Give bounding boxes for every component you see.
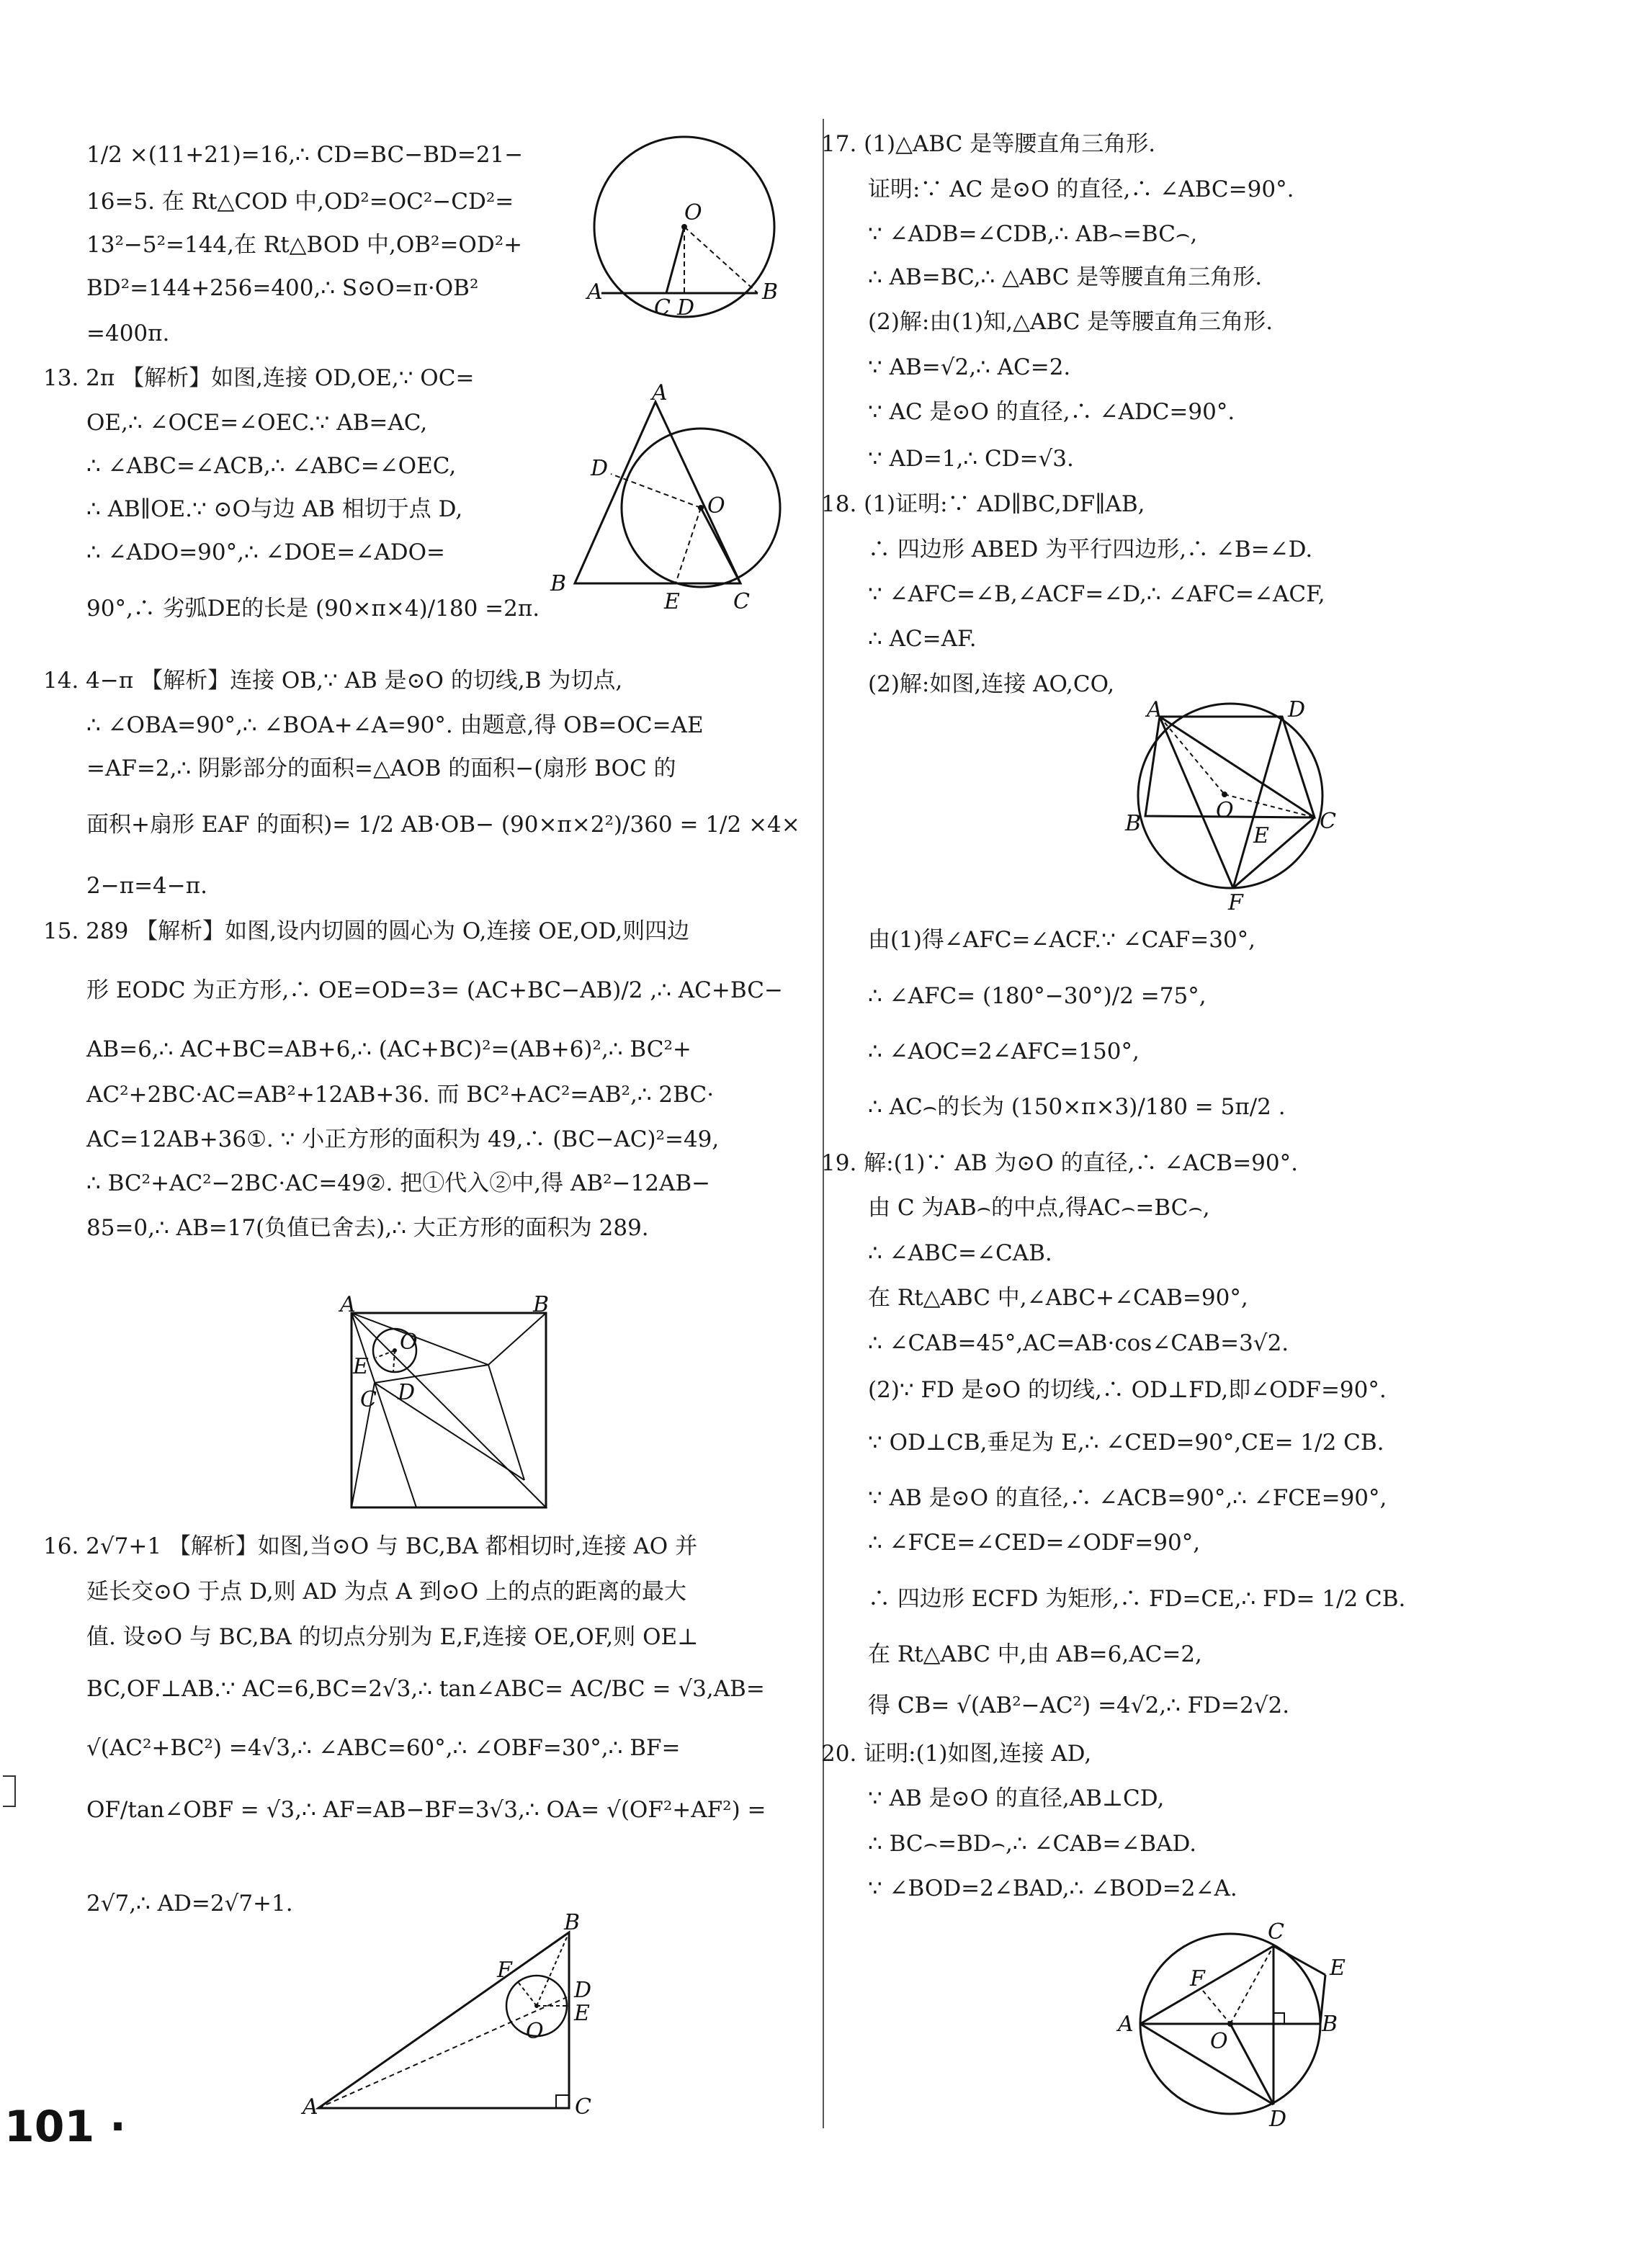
fig16-segment-OF xyxy=(519,1983,537,2006)
text-line: ∴ BC²+AC²−2BC·AC=49②. 把①代入②中,得 AB²−12AB− xyxy=(86,1170,711,1196)
fig15-segment-OD xyxy=(393,1350,395,1372)
figure-18 xyxy=(1109,695,1354,915)
text-line: 2−π=4−π. xyxy=(86,873,207,899)
fig18-center-dot xyxy=(1222,792,1227,797)
fig20-segment-CE xyxy=(1273,1946,1325,1975)
fig20-label-B: B xyxy=(1322,2012,1338,2037)
text-line: (2)解:如图,连接 AO,CO, xyxy=(868,671,1115,697)
fig16-label-A: A xyxy=(303,2094,318,2120)
problem-20: 20. 证明:(1)如图,连接 AD, xyxy=(821,1741,1092,1767)
fig18-label-D: D xyxy=(1288,697,1306,722)
text-line: OE,∴ ∠OCE=∠OEC.∵ AB=AC, xyxy=(86,410,428,436)
figure-20 xyxy=(1109,1916,1361,2132)
text-line: (2)∵ FD 是⊙O 的切线,∴ OD⊥FD,即∠ODF=90°. xyxy=(868,1377,1387,1403)
text-line: ∵ AC 是⊙O 的直径,∴ ∠ADC=90°. xyxy=(868,399,1235,425)
fig18-segment-AO xyxy=(1160,717,1225,794)
fig12-label-A: A xyxy=(587,279,603,305)
fig16-label-C: C xyxy=(575,2094,591,2120)
fig13-label-B: B xyxy=(550,571,567,596)
text-line: 在 Rt△ABC 中,∠ABC+∠CAB=90°, xyxy=(868,1285,1248,1311)
fig13-label-C: C xyxy=(733,589,750,614)
text-line: 由(1)得∠AFC=∠ACF.∵ ∠CAF=30°, xyxy=(868,927,1256,953)
text-line: ∵ AB 是⊙O 的直径,∴ ∠ACB=90°,∴ ∠FCE=90°, xyxy=(868,1485,1387,1511)
text-line: ∴ ∠ADO=90°,∴ ∠DOE=∠ADO= xyxy=(86,539,446,565)
fig18-label-E: E xyxy=(1253,823,1269,848)
fig20-label-E: E xyxy=(1330,1955,1346,1981)
text-line: ∵ OD⊥CB,垂足为 E,∴ ∠CED=90°,CE= 1/2 CB. xyxy=(868,1430,1384,1456)
edge-mark xyxy=(3,1775,16,1807)
fig20-label-O: O xyxy=(1210,2029,1228,2054)
fig20-label-A: A xyxy=(1118,2012,1134,2037)
figure-15 xyxy=(331,1292,569,1516)
fig16-label-D: D xyxy=(574,1978,592,2003)
fig13-label-O: O xyxy=(707,493,725,519)
fig15-label-O: O xyxy=(400,1330,418,1355)
text-line: ∴ AC=AF. xyxy=(868,626,977,652)
fig16-label-E: E xyxy=(574,2001,590,2026)
text-line: (2)解:由(1)知,△ABC 是等腰直角三角形. xyxy=(868,309,1273,335)
text-line: ∴ AB=BC,∴ △ABC 是等腰直角三角形. xyxy=(868,264,1263,290)
fig15-label-C: C xyxy=(360,1387,377,1412)
text-line: ∵ AD=1,∴ CD=√3. xyxy=(868,446,1074,472)
text-line: ∵ AB 是⊙O 的直径,AB⊥CD, xyxy=(868,1785,1165,1811)
text-line: OF/tan∠OBF = √3,∴ AF=AB−BF=3√3,∴ OA= √(OF²+AF²) = xyxy=(86,1797,766,1823)
fig15-label-E: E xyxy=(353,1354,369,1379)
text-line: ∴ ∠AFC= (180°−30°)/2 =75°, xyxy=(868,983,1207,1009)
fig18-segment-OC xyxy=(1225,794,1315,817)
fig13-label-D: D xyxy=(591,456,609,481)
fig20-label-D: D xyxy=(1269,2107,1287,2132)
text-line: 1/2 ×(11+21)=16,∴ CD=BC−BD=21− xyxy=(86,142,524,168)
fig13-segment-OE xyxy=(676,508,701,583)
fig20-label-C: C xyxy=(1268,1919,1284,1945)
fig15-line-3 xyxy=(488,1365,524,1480)
text-line: 13²−5²=144,在 Rt△BOD 中,OB²=OD²+ xyxy=(86,232,523,258)
text-line: ∴ ∠OBA=90°,∴ ∠BOA+∠A=90°. 由题意,得 OB=OC=AE xyxy=(86,712,704,738)
figure-13 xyxy=(547,380,792,619)
fig16-label-B: B xyxy=(564,1910,581,1935)
fig15-center-dot xyxy=(393,1348,397,1353)
text-line: 16=5. 在 Rt△COD 中,OD²=OC²−CD²= xyxy=(86,189,514,215)
problem-13: 13. 2π 【解析】如图,连接 OD,OE,∵ OC= xyxy=(43,365,475,391)
text-line: 在 Rt△ABC 中,由 AB=6,AC=2, xyxy=(868,1641,1202,1667)
fig15-label-B: B xyxy=(533,1292,550,1317)
text-line: 延长交⊙O 于点 D,则 AD 为点 A 到⊙O 上的点的距离的最大 xyxy=(86,1579,686,1605)
fig16-label-F: F xyxy=(497,1958,512,1983)
text-line: ∴ 四边形 ABED 为平行四边形,∴ ∠B=∠D. xyxy=(868,537,1313,562)
problem-18: 18. (1)证明:∵ AD∥BC,DF∥AB, xyxy=(821,491,1145,517)
figure-16 xyxy=(288,1910,605,2120)
problem-16: 16. 2√7+1 【解析】如图,当⊙O 与 BC,BA 都相切时,连接 AO 并 xyxy=(43,1533,698,1559)
text-line: ∴ AC⌢的长为 (150×π×3)/180 = 5π/2 . xyxy=(868,1094,1286,1120)
text-line: ∴ 四边形 ECFD 为矩形,∴ FD=CE,∴ FD= 1/2 CB. xyxy=(868,1586,1406,1612)
fig12-label-B: B xyxy=(762,279,779,305)
fig18-label-F: F xyxy=(1228,890,1243,915)
text-line: √(AC²+BC²) =4√3,∴ ∠ABC=60°,∴ ∠OBF=30°,∴ BF= xyxy=(86,1735,681,1761)
text-line: 由 C 为AB⌢的中点,得AC⌢=BC⌢, xyxy=(868,1195,1210,1221)
fig18-label-C: C xyxy=(1320,809,1336,834)
text-line: =AF=2,∴ 阴影部分的面积=△AOB 的面积−(扇形 BOC 的 xyxy=(86,756,676,781)
text-line: AC²+2BC·AC=AB²+12AB+36. 而 BC²+AC²=AB²,∴ 2BC· xyxy=(86,1082,715,1108)
fig13-center-dot xyxy=(698,505,704,511)
text-line: ∵ ∠BOD=2∠BAD,∴ ∠BOD=2∠A. xyxy=(868,1875,1237,1901)
text-line: ∴ AB∥OE.∵ ⊙O与边 AB 相切于点 D, xyxy=(86,496,463,522)
fig16-center-dot xyxy=(534,2004,539,2008)
fig16-right-angle xyxy=(556,2095,569,2108)
fig12-label-O: O xyxy=(684,200,702,225)
fig20-label-F: F xyxy=(1190,1966,1205,1991)
problem-14: 14. 4−π 【解析】连接 OB,∵ AB 是⊙O 的切线,B 为切点, xyxy=(43,668,623,694)
text-line: ∵ ∠ADB=∠CDB,∴ AB⌢=BC⌢, xyxy=(868,221,1198,247)
fig18-label-O: O xyxy=(1216,798,1234,823)
fig13-label-A: A xyxy=(652,380,668,405)
fig20-segment-AC xyxy=(1140,1946,1273,2024)
text-line: 2√7,∴ AD=2√7+1. xyxy=(86,1891,293,1917)
fig13-label-E: E xyxy=(664,589,680,614)
problem-15: 15. 289 【解析】如图,设内切圆的圆心为 O,连接 OE,OD,则四边 xyxy=(43,918,690,944)
text-line: 得 CB= √(AB²−AC²) =4√2,∴ FD=2√2. xyxy=(868,1693,1290,1718)
text-line: 证明:∵ AC 是⊙O 的直径,∴ ∠ABC=90°. xyxy=(868,176,1294,202)
figure-12 xyxy=(587,126,785,328)
fig20-right-angle xyxy=(1273,2013,1284,2024)
fig12-label-D: D xyxy=(677,295,695,321)
fig18-label-B: B xyxy=(1125,811,1142,836)
text-line: ∵ AB=√2,∴ AC=2. xyxy=(868,354,1071,380)
text-line: ∴ ∠CAB=45°,AC=AB·cos∠CAB=3√2. xyxy=(868,1330,1289,1356)
fig15-line-1 xyxy=(352,1313,488,1365)
text-line: ∴ ∠ABC=∠ACB,∴ ∠ABC=∠OEC, xyxy=(86,453,457,479)
fig15-label-D: D xyxy=(398,1380,416,1405)
text-line: ∴ ∠AOC=2∠AFC=150°, xyxy=(868,1039,1140,1064)
text-line: 值. 设⊙O 与 BC,BA 的切点分别为 E,F,连接 OE,OF,则 OE⊥ xyxy=(86,1624,699,1650)
text-line: ∴ ∠ABC=∠CAB. xyxy=(868,1240,1052,1266)
problem-17: 17. (1)△ABC 是等腰直角三角形. xyxy=(821,131,1156,157)
text-line: ∴ BC⌢=BD⌢,∴ ∠CAB=∠BAD. xyxy=(868,1831,1197,1857)
fig20-center-dot xyxy=(1227,2021,1233,2027)
column-divider xyxy=(823,119,824,2128)
text-line: 85=0,∴ AB=17(负值已舍去),∴ 大正方形的面积为 289. xyxy=(86,1215,649,1241)
text-line: 面积+扇形 EAF 的面积)= 1/2 AB·OB− (90×π×2²)/360 = 1/2 ×4× xyxy=(86,812,800,838)
fig18-segment-AC xyxy=(1160,717,1315,817)
problem-19: 19. 解:(1)∵ AB 为⊙O 的直径,∴ ∠ACB=90°. xyxy=(821,1150,1298,1176)
text-line: ∴ ∠FCE=∠CED=∠ODF=90°, xyxy=(868,1530,1201,1556)
fig15-label-A: A xyxy=(340,1292,356,1317)
text-line: 90°,∴ 劣弧DE的长是 (90×π×4)/180 =2π. xyxy=(86,596,540,622)
text-line: BD²=144+256=400,∴ S⊙O=π·OB² xyxy=(86,275,479,301)
fig18-label-A: A xyxy=(1147,697,1163,722)
text-line: =400π. xyxy=(86,321,170,346)
text-line: BC,OF⊥AB.∵ AC=6,BC=2√3,∴ tan∠ABC= AC/BC = √3,AB= xyxy=(86,1676,765,1702)
fig20-segment-FO xyxy=(1203,1991,1230,2024)
fig20-segment-AD xyxy=(1140,2024,1273,2105)
fig12-label-C: C xyxy=(654,295,671,321)
fig16-segment-AD xyxy=(318,1997,567,2108)
fig15-line-2 xyxy=(488,1313,546,1365)
fig15-line-6 xyxy=(375,1365,488,1383)
fig12-segment-OC xyxy=(666,227,684,293)
fig12-segment-OB xyxy=(684,227,758,293)
fig16-label-O: O xyxy=(526,2019,544,2044)
text-line: 形 EODC 为正方形,∴ OE=OD=3= (AC+BC−AB)/2 ,∴ AC+BC− xyxy=(86,977,783,1003)
page-number: 101 · xyxy=(4,2102,126,2152)
text-line: ∵ ∠AFC=∠B,∠ACF=∠D,∴ ∠AFC=∠ACF, xyxy=(868,581,1325,607)
text-line: AB=6,∴ AC+BC=AB+6,∴ (AC+BC)²=(AB+6)²,∴ BC²+ xyxy=(86,1036,691,1062)
text-line: AC=12AB+36①. ∵ 小正方形的面积为 49,∴ (BC−AC)²=49, xyxy=(86,1126,720,1152)
fig15-triangle-1 xyxy=(352,1313,546,1507)
fig13-segment-OC xyxy=(701,508,740,583)
